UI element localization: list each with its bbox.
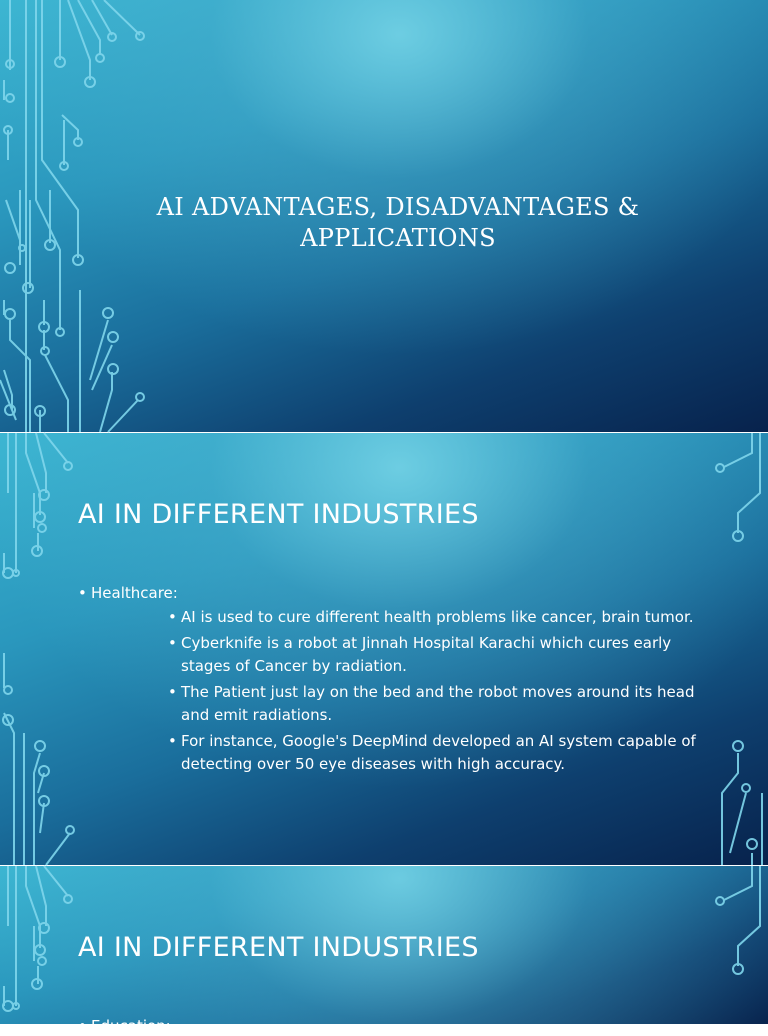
circuit-decoration-left — [0, 866, 90, 1024]
slide-title — [0, 0, 768, 432]
circuit-decoration-right — [690, 433, 768, 865]
sub-bullet: • Cyberknife is a robot at Jinnah Hospital Karachi which cures early stages of Cancer by radiation. — [168, 632, 698, 678]
slide-body — [78, 583, 698, 776]
sub-bullet: • The Patient just lay on the bed and the robot moves around its head and emit radiations. — [168, 681, 698, 727]
title-slide-heading: AI ADVANTAGES, DISADVANTAGES & APPLICATIONS — [156, 193, 640, 252]
section-bullet-healthcare: • Healthcare: — [78, 583, 698, 603]
slide-healthcare — [0, 433, 768, 865]
slide-education — [0, 866, 768, 1035]
sub-bullet: • For instance, Google's DeepMind developed an AI system capable of detecting over 50 eye diseases with high accuracy. — [168, 730, 698, 776]
slide-heading: AI IN DIFFERENT INDUSTRIES — [78, 932, 479, 963]
circuit-decoration-left — [0, 433, 90, 865]
circuit-decoration-right — [690, 866, 768, 1024]
sub-bullet: • AI is used to cure different health problems like cancer, brain tumor. — [168, 606, 698, 629]
slide-body — [78, 1016, 698, 1036]
section-bullet-education: • Education: — [78, 1016, 698, 1036]
slide-heading: AI IN DIFFERENT INDUSTRIES — [78, 499, 479, 530]
